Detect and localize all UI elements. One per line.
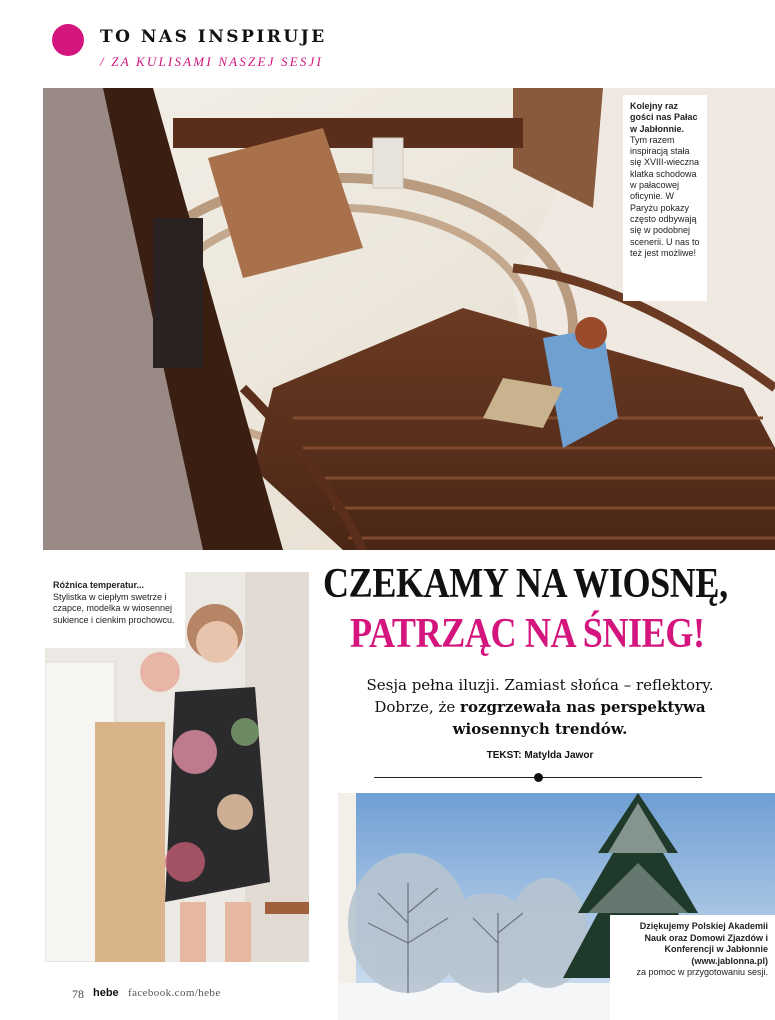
model-caption-text: Stylistka w ciepłym swetrze i czapce, modelka w wiosennej sukience i cienkim prochowcu. <box>53 591 175 625</box>
article-lead-strong: rozgrzewała nas perspektywa wiosennych trendów. <box>452 698 706 738</box>
section-subkicker: / ZA KULISAMI NASZEJ SESJI <box>100 54 324 69</box>
page-number: 78 <box>72 987 84 1001</box>
facebook-link[interactable]: facebook.com/hebe <box>128 987 221 999</box>
model-caption-lead: Różnica temperatur... <box>53 580 145 590</box>
article-byline: TEKST: Matylda Jawor <box>486 750 594 761</box>
magazine-brand: hebe <box>93 987 119 999</box>
staircase-caption-lead: Kolejny raz gości nas Pałac w Jabłonnie. <box>630 101 698 134</box>
divider-dot <box>534 773 543 782</box>
article-lead-text: Sesja pełna iluzji. Zamiast słońca – reflektory. Dobrze, że <box>366 676 714 716</box>
thanks-caption-text: za pomoc w przygotowaniu sesji. <box>636 967 768 977</box>
headline-line-2: PATRZĄC NA ŚNIEG! <box>350 611 705 657</box>
section-kicker: TO NAS INSPIRUJE <box>100 27 327 47</box>
model-caption <box>45 572 185 648</box>
staircase-caption-text: Tym razem inspiracją stała się XVIII-wieczna klatka schodowa w pałacowej oficynie. W Paryżu pokazy często odbywają się w podobnej scenerii. U nas to też jest możliwe! <box>630 134 700 258</box>
section-marker-dot <box>52 24 84 56</box>
thanks-caption-lead: Dziękujemy Polskiej Akademii Nauk oraz Domowi Zjazdów i Konferencji w Jabłonnie (www.jablonna.pl) <box>639 921 768 966</box>
thanks-caption <box>610 915 775 1020</box>
staircase-caption <box>623 95 707 301</box>
headline-line-1: CZEKAMY NA WIOSNĘ, <box>323 561 728 607</box>
article-lead <box>340 674 740 740</box>
